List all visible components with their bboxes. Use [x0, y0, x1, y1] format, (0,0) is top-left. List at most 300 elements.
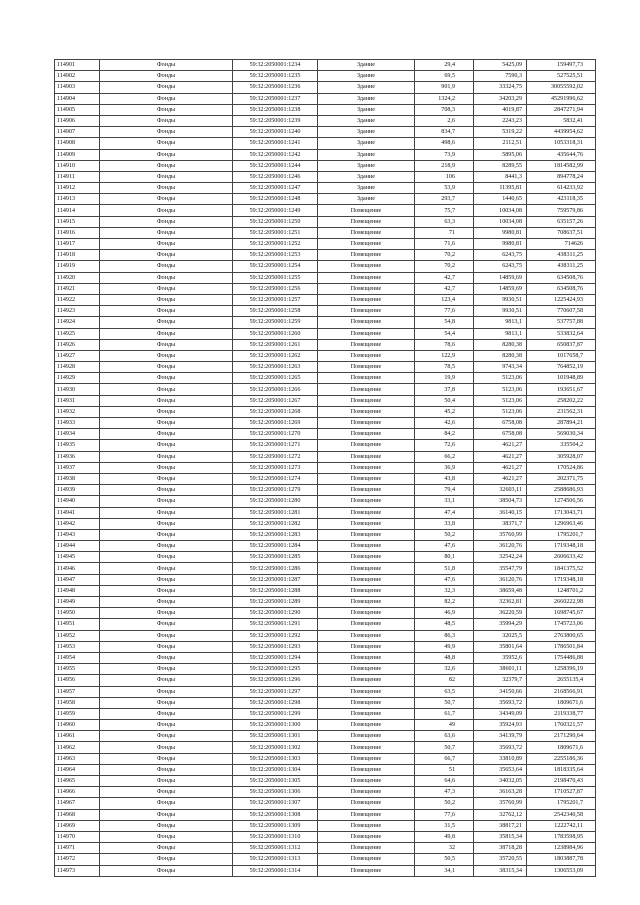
owner-cell: Фонды: [100, 776, 233, 787]
object-type-cell: Помещение: [318, 664, 415, 675]
total-value-cell: 2119338,77: [527, 708, 596, 719]
cadastral-number-cell: 59:32:2050001:1260: [233, 328, 318, 339]
table-row: [55, 160, 596, 171]
table-row: [55, 865, 596, 876]
total-value-cell: 634508,76: [527, 272, 596, 283]
object-type-cell: Помещение: [318, 619, 415, 630]
owner-cell: Фонды: [100, 809, 233, 820]
object-type-cell: Помещение: [318, 641, 415, 652]
table-row: [55, 440, 596, 451]
area-cell: 123,4: [415, 294, 474, 305]
table-row: [55, 362, 596, 373]
area-cell: 50,2: [415, 529, 474, 540]
owner-cell: Фонды: [100, 138, 233, 149]
cadastral-number-cell: 59:32:2050001:1249: [233, 205, 318, 216]
owner-cell: Фонды: [100, 529, 233, 540]
cadastral-number-cell: 59:32:2050001:1307: [233, 798, 318, 809]
owner-cell: Фонды: [100, 328, 233, 339]
row-number-cell: 114971: [55, 843, 100, 854]
unit-price-cell: 14859,69: [474, 272, 527, 283]
cadastral-number-cell: 59:32:2050001:1299: [233, 708, 318, 719]
object-type-cell: Здание: [318, 160, 415, 171]
total-value-cell: 759579,86: [527, 205, 596, 216]
unit-price-cell: 6243,75: [474, 261, 527, 272]
table-row: [55, 608, 596, 619]
total-value-cell: 438311,25: [527, 250, 596, 261]
object-type-cell: Помещение: [318, 865, 415, 876]
cadastral-number-cell: 59:32:2050001:1253: [233, 250, 318, 261]
owner-cell: Фонды: [100, 798, 233, 809]
total-value-cell: 423118,35: [527, 194, 596, 205]
owner-cell: Фонды: [100, 473, 233, 484]
owner-cell: Фонды: [100, 283, 233, 294]
object-type-cell: Помещение: [318, 485, 415, 496]
owner-cell: Фонды: [100, 384, 233, 395]
cadastral-number-cell: 59:32:2050001:1270: [233, 429, 318, 440]
cadastral-number-cell: 59:32:2050001:1294: [233, 652, 318, 663]
owner-cell: Фонды: [100, 619, 233, 630]
row-number-cell: 114951: [55, 619, 100, 630]
unit-price-cell: 4019,87: [474, 104, 527, 115]
object-type-cell: Помещение: [318, 216, 415, 227]
object-type-cell: Помещение: [318, 507, 415, 518]
object-type-cell: Помещение: [318, 451, 415, 462]
unit-price-cell: 38601,11: [474, 664, 527, 675]
total-value-cell: 650837,87: [527, 339, 596, 350]
owner-cell: Фонды: [100, 171, 233, 182]
unit-price-cell: 32362,81: [474, 597, 527, 608]
row-number-cell: 114948: [55, 585, 100, 596]
area-cell: 75,7: [415, 205, 474, 216]
total-value-cell: 533832,64: [527, 328, 596, 339]
table-body: [55, 60, 596, 877]
cadastral-number-cell: 59:32:2050001:1296: [233, 675, 318, 686]
object-type-cell: Помещение: [318, 429, 415, 440]
object-type-cell: Помещение: [318, 462, 415, 473]
owner-cell: Фонды: [100, 451, 233, 462]
table-row: [55, 272, 596, 283]
owner-cell: Фонды: [100, 865, 233, 876]
area-cell: 79,4: [415, 485, 474, 496]
row-number-cell: 114910: [55, 160, 100, 171]
row-number-cell: 114917: [55, 239, 100, 250]
unit-price-cell: 5425,09: [474, 60, 527, 71]
total-value-cell: 894778,24: [527, 171, 596, 182]
cadastral-number-cell: 59:32:2050001:1242: [233, 149, 318, 160]
owner-cell: Фонды: [100, 71, 233, 82]
area-cell: 1324,2: [415, 93, 474, 104]
row-number-cell: 114940: [55, 496, 100, 507]
table-row: [55, 585, 596, 596]
area-cell: 49: [415, 720, 474, 731]
total-value-cell: 770607,58: [527, 306, 596, 317]
owner-cell: Фонды: [100, 350, 233, 361]
owner-cell: Фонды: [100, 194, 233, 205]
owner-cell: Фонды: [100, 552, 233, 563]
table-row: [55, 518, 596, 529]
object-type-cell: Помещение: [318, 720, 415, 731]
unit-price-cell: 36120,76: [474, 541, 527, 552]
unit-price-cell: 35760,99: [474, 798, 527, 809]
total-value-cell: 635157,26: [527, 216, 596, 227]
area-cell: 48,8: [415, 652, 474, 663]
area-cell: 48,5: [415, 619, 474, 630]
area-cell: 32,6: [415, 664, 474, 675]
owner-cell: Фонды: [100, 183, 233, 194]
object-type-cell: Помещение: [318, 798, 415, 809]
table-row: [55, 697, 596, 708]
row-number-cell: 114902: [55, 71, 100, 82]
table-row: [55, 597, 596, 608]
table-row: [55, 93, 596, 104]
row-number-cell: 114921: [55, 283, 100, 294]
table-row: [55, 675, 596, 686]
cadastral-number-cell: 59:32:2050001:1235: [233, 71, 318, 82]
object-type-cell: Помещение: [318, 373, 415, 384]
cadastral-number-cell: 59:32:2050001:1238: [233, 104, 318, 115]
total-value-cell: 1053318,31: [527, 138, 596, 149]
unit-price-cell: 36120,76: [474, 574, 527, 585]
object-type-cell: Помещение: [318, 843, 415, 854]
unit-price-cell: 5123,06: [474, 406, 527, 417]
area-cell: 80,1: [415, 552, 474, 563]
total-value-cell: 438311,25: [527, 261, 596, 272]
total-value-cell: 1795201,7: [527, 798, 596, 809]
area-cell: 70,2: [415, 261, 474, 272]
cadastral-number-cell: 59:32:2050001:1273: [233, 462, 318, 473]
table-row: [55, 171, 596, 182]
unit-price-cell: 32603,11: [474, 485, 527, 496]
area-cell: 71,6: [415, 239, 474, 250]
cadastral-number-cell: 59:32:2050001:1265: [233, 373, 318, 384]
row-number-cell: 114934: [55, 429, 100, 440]
area-cell: 49,9: [415, 641, 474, 652]
cadastral-number-cell: 59:32:2050001:1256: [233, 283, 318, 294]
owner-cell: Фонды: [100, 339, 233, 350]
unit-price-cell: 9743,34: [474, 362, 527, 373]
owner-cell: Фонды: [100, 518, 233, 529]
area-cell: 50,7: [415, 742, 474, 753]
owner-cell: Фонды: [100, 675, 233, 686]
object-type-cell: Помещение: [318, 608, 415, 619]
object-type-cell: Помещение: [318, 697, 415, 708]
unit-price-cell: 10034,08: [474, 205, 527, 216]
total-value-cell: 1698745,67: [527, 608, 596, 619]
area-cell: 66,2: [415, 451, 474, 462]
table-row: [55, 787, 596, 798]
row-number-cell: 114949: [55, 597, 100, 608]
table-row: [55, 529, 596, 540]
area-cell: 34,1: [415, 865, 474, 876]
cadastral-number-cell: 59:32:2050001:1293: [233, 641, 318, 652]
table-row: [55, 843, 596, 854]
cadastral-number-cell: 59:32:2050001:1239: [233, 115, 318, 126]
unit-price-cell: 9813,1: [474, 328, 527, 339]
owner-cell: Фонды: [100, 697, 233, 708]
unit-price-cell: 33810,89: [474, 753, 527, 764]
unit-price-cell: 34203,29: [474, 93, 527, 104]
row-number-cell: 114945: [55, 552, 100, 563]
owner-cell: Фонды: [100, 641, 233, 652]
total-value-cell: 435644,76: [527, 149, 596, 160]
total-value-cell: 2763800,65: [527, 630, 596, 641]
unit-price-cell: 38504,73: [474, 496, 527, 507]
unit-price-cell: 36220,59: [474, 608, 527, 619]
object-type-cell: Здание: [318, 194, 415, 205]
cadastral-number-cell: 59:32:2050001:1286: [233, 563, 318, 574]
unit-price-cell: 35653,64: [474, 764, 527, 775]
object-type-cell: Помещение: [318, 675, 415, 686]
object-type-cell: Помещение: [318, 541, 415, 552]
unit-price-cell: 6758,08: [474, 429, 527, 440]
row-number-cell: 114943: [55, 529, 100, 540]
total-value-cell: 2171290,64: [527, 731, 596, 742]
area-cell: 84,2: [415, 429, 474, 440]
object-type-cell: Помещение: [318, 328, 415, 339]
area-cell: 47,6: [415, 541, 474, 552]
area-cell: 51,8: [415, 563, 474, 574]
total-value-cell: 1809671,6: [527, 697, 596, 708]
total-value-cell: 2660222,98: [527, 597, 596, 608]
unit-price-cell: 38817,21: [474, 820, 527, 831]
table-row: [55, 652, 596, 663]
row-number-cell: 114939: [55, 485, 100, 496]
total-value-cell: 193651,67: [527, 384, 596, 395]
owner-cell: Фонды: [100, 496, 233, 507]
owner-cell: Фонды: [100, 462, 233, 473]
area-cell: 61,7: [415, 708, 474, 719]
unit-price-cell: 7590,3: [474, 71, 527, 82]
area-cell: 63,5: [415, 686, 474, 697]
row-number-cell: 114962: [55, 742, 100, 753]
table-row: [55, 149, 596, 160]
cadastral-number-cell: 59:32:2050001:1291: [233, 619, 318, 630]
row-number-cell: 114930: [55, 384, 100, 395]
cadastral-number-cell: 59:32:2050001:1288: [233, 585, 318, 596]
owner-cell: Фонды: [100, 261, 233, 272]
area-cell: 37,8: [415, 384, 474, 395]
document-page: [54, 59, 584, 877]
area-cell: 54,8: [415, 317, 474, 328]
cadastral-number-cell: 59:32:2050001:1252: [233, 239, 318, 250]
area-cell: 72,6: [415, 440, 474, 451]
row-number-cell: 114914: [55, 205, 100, 216]
owner-cell: Фонды: [100, 630, 233, 641]
area-cell: 498,6: [415, 138, 474, 149]
table-row: [55, 183, 596, 194]
cadastral-number-cell: 59:32:2050001:1290: [233, 608, 318, 619]
table-row: [55, 283, 596, 294]
owner-cell: Фонды: [100, 160, 233, 171]
area-cell: 50,2: [415, 798, 474, 809]
owner-cell: Фонды: [100, 843, 233, 854]
cadastral-number-cell: 59:32:2050001:1261: [233, 339, 318, 350]
total-value-cell: 2606633,42: [527, 552, 596, 563]
cadastral-number-cell: 59:32:2050001:1241: [233, 138, 318, 149]
total-value-cell: 634508,76: [527, 283, 596, 294]
unit-price-cell: 4621,27: [474, 451, 527, 462]
table-row: [55, 686, 596, 697]
total-value-cell: 170524,86: [527, 462, 596, 473]
cadastral-number-cell: 59:32:2050001:1247: [233, 183, 318, 194]
unit-price-cell: 9930,51: [474, 306, 527, 317]
object-type-cell: Помещение: [318, 362, 415, 373]
total-value-cell: 1710527,87: [527, 787, 596, 798]
unit-price-cell: 5895,06: [474, 149, 527, 160]
area-cell: 43,8: [415, 473, 474, 484]
area-cell: 54,4: [415, 328, 474, 339]
owner-cell: Фонды: [100, 272, 233, 283]
total-value-cell: 101948,89: [527, 373, 596, 384]
object-type-cell: Помещение: [318, 294, 415, 305]
object-type-cell: Помещение: [318, 473, 415, 484]
area-cell: 42,6: [415, 418, 474, 429]
area-cell: 64,6: [415, 776, 474, 787]
row-number-cell: 114947: [55, 574, 100, 585]
object-type-cell: Помещение: [318, 317, 415, 328]
area-cell: 834,7: [415, 127, 474, 138]
total-value-cell: 1225424,93: [527, 294, 596, 305]
owner-cell: Фонды: [100, 93, 233, 104]
total-value-cell: 1719348,18: [527, 574, 596, 585]
unit-price-cell: 36140,15: [474, 507, 527, 518]
area-cell: 86,3: [415, 630, 474, 641]
object-type-cell: Помещение: [318, 496, 415, 507]
total-value-cell: 159497,73: [527, 60, 596, 71]
area-cell: 66,7: [415, 753, 474, 764]
unit-price-cell: 4621,27: [474, 473, 527, 484]
area-cell: 901,9: [415, 82, 474, 93]
area-cell: 77,6: [415, 809, 474, 820]
owner-cell: Фонды: [100, 831, 233, 842]
total-value-cell: 231562,31: [527, 406, 596, 417]
row-number-cell: 114904: [55, 93, 100, 104]
table-row: [55, 60, 596, 71]
row-number-cell: 114964: [55, 764, 100, 775]
object-type-cell: Помещение: [318, 239, 415, 250]
row-number-cell: 114931: [55, 395, 100, 406]
cadastral-number-cell: 59:32:2050001:1234: [233, 60, 318, 71]
cadastral-number-cell: 59:32:2050001:1295: [233, 664, 318, 675]
object-type-cell: Здание: [318, 104, 415, 115]
cadastral-number-cell: 59:32:2050001:1263: [233, 362, 318, 373]
total-value-cell: 287894,21: [527, 418, 596, 429]
owner-cell: Фонды: [100, 541, 233, 552]
cadastral-number-cell: 59:32:2050001:1255: [233, 272, 318, 283]
cadastral-number-cell: 59:32:2050001:1287: [233, 574, 318, 585]
area-cell: 73,9: [415, 149, 474, 160]
cadastral-number-cell: 59:32:2050001:1303: [233, 753, 318, 764]
total-value-cell: 1248701,2: [527, 585, 596, 596]
area-cell: 32: [415, 843, 474, 854]
unit-price-cell: 8289,55: [474, 160, 527, 171]
cadastral-number-cell: 59:32:2050001:1313: [233, 854, 318, 865]
row-number-cell: 114932: [55, 406, 100, 417]
object-type-cell: Помещение: [318, 563, 415, 574]
cadastral-number-cell: 59:32:2050001:1257: [233, 294, 318, 305]
object-type-cell: Здание: [318, 171, 415, 182]
object-type-cell: Помещение: [318, 205, 415, 216]
unit-price-cell: 34139,79: [474, 731, 527, 742]
owner-cell: Фонды: [100, 406, 233, 417]
unit-price-cell: 2112,51: [474, 138, 527, 149]
object-type-cell: Здание: [318, 127, 415, 138]
row-number-cell: 114954: [55, 652, 100, 663]
cadastral-number-cell: 59:32:2050001:1297: [233, 686, 318, 697]
object-type-cell: Помещение: [318, 764, 415, 775]
unit-price-cell: 32542,24: [474, 552, 527, 563]
unit-price-cell: 35547,79: [474, 563, 527, 574]
row-number-cell: 114970: [55, 831, 100, 842]
total-value-cell: 2847271,94: [527, 104, 596, 115]
cadastral-number-cell: 59:32:2050001:1237: [233, 93, 318, 104]
total-value-cell: 527525,51: [527, 71, 596, 82]
row-number-cell: 114936: [55, 451, 100, 462]
table-row: [55, 115, 596, 126]
table-row: [55, 194, 596, 205]
table-row: [55, 339, 596, 350]
unit-price-cell: 35693,72: [474, 742, 527, 753]
total-value-cell: 1017658,7: [527, 350, 596, 361]
unit-price-cell: 8441,3: [474, 171, 527, 182]
object-type-cell: Помещение: [318, 731, 415, 742]
table-row: [55, 317, 596, 328]
row-number-cell: 114937: [55, 462, 100, 473]
unit-price-cell: 8280,38: [474, 339, 527, 350]
table-row: [55, 731, 596, 742]
object-type-cell: Помещение: [318, 440, 415, 451]
owner-cell: Фонды: [100, 60, 233, 71]
total-value-cell: 1258396,19: [527, 664, 596, 675]
object-type-cell: Помещение: [318, 406, 415, 417]
cadastral-number-cell: 59:32:2050001:1314: [233, 865, 318, 876]
object-type-cell: Помещение: [318, 753, 415, 764]
row-number-cell: 114906: [55, 115, 100, 126]
row-number-cell: 114929: [55, 373, 100, 384]
unit-price-cell: 35994,29: [474, 619, 527, 630]
object-type-cell: Здание: [318, 71, 415, 82]
row-number-cell: 114920: [55, 272, 100, 283]
area-cell: 218,9: [415, 160, 474, 171]
cadastral-number-cell: 59:32:2050001:1292: [233, 630, 318, 641]
total-value-cell: 1809671,6: [527, 742, 596, 753]
unit-price-cell: 9930,51: [474, 294, 527, 305]
area-cell: 33,8: [415, 518, 474, 529]
total-value-cell: 2168566,91: [527, 686, 596, 697]
table-row: [55, 462, 596, 473]
table-row: [55, 809, 596, 820]
row-number-cell: 114924: [55, 317, 100, 328]
area-cell: 122,9: [415, 350, 474, 361]
table-row: [55, 831, 596, 842]
unit-price-cell: 32025,5: [474, 630, 527, 641]
object-type-cell: Помещение: [318, 585, 415, 596]
table-row: [55, 216, 596, 227]
table-row: [55, 82, 596, 93]
owner-cell: Фонды: [100, 294, 233, 305]
row-number-cell: 114933: [55, 418, 100, 429]
total-value-cell: 1795201,7: [527, 529, 596, 540]
row-number-cell: 114915: [55, 216, 100, 227]
object-type-cell: Помещение: [318, 776, 415, 787]
owner-cell: Фонды: [100, 764, 233, 775]
area-cell: 82,2: [415, 597, 474, 608]
area-cell: 63,6: [415, 731, 474, 742]
table-row: [55, 306, 596, 317]
total-value-cell: 258202,22: [527, 395, 596, 406]
table-row: [55, 328, 596, 339]
row-number-cell: 114918: [55, 250, 100, 261]
